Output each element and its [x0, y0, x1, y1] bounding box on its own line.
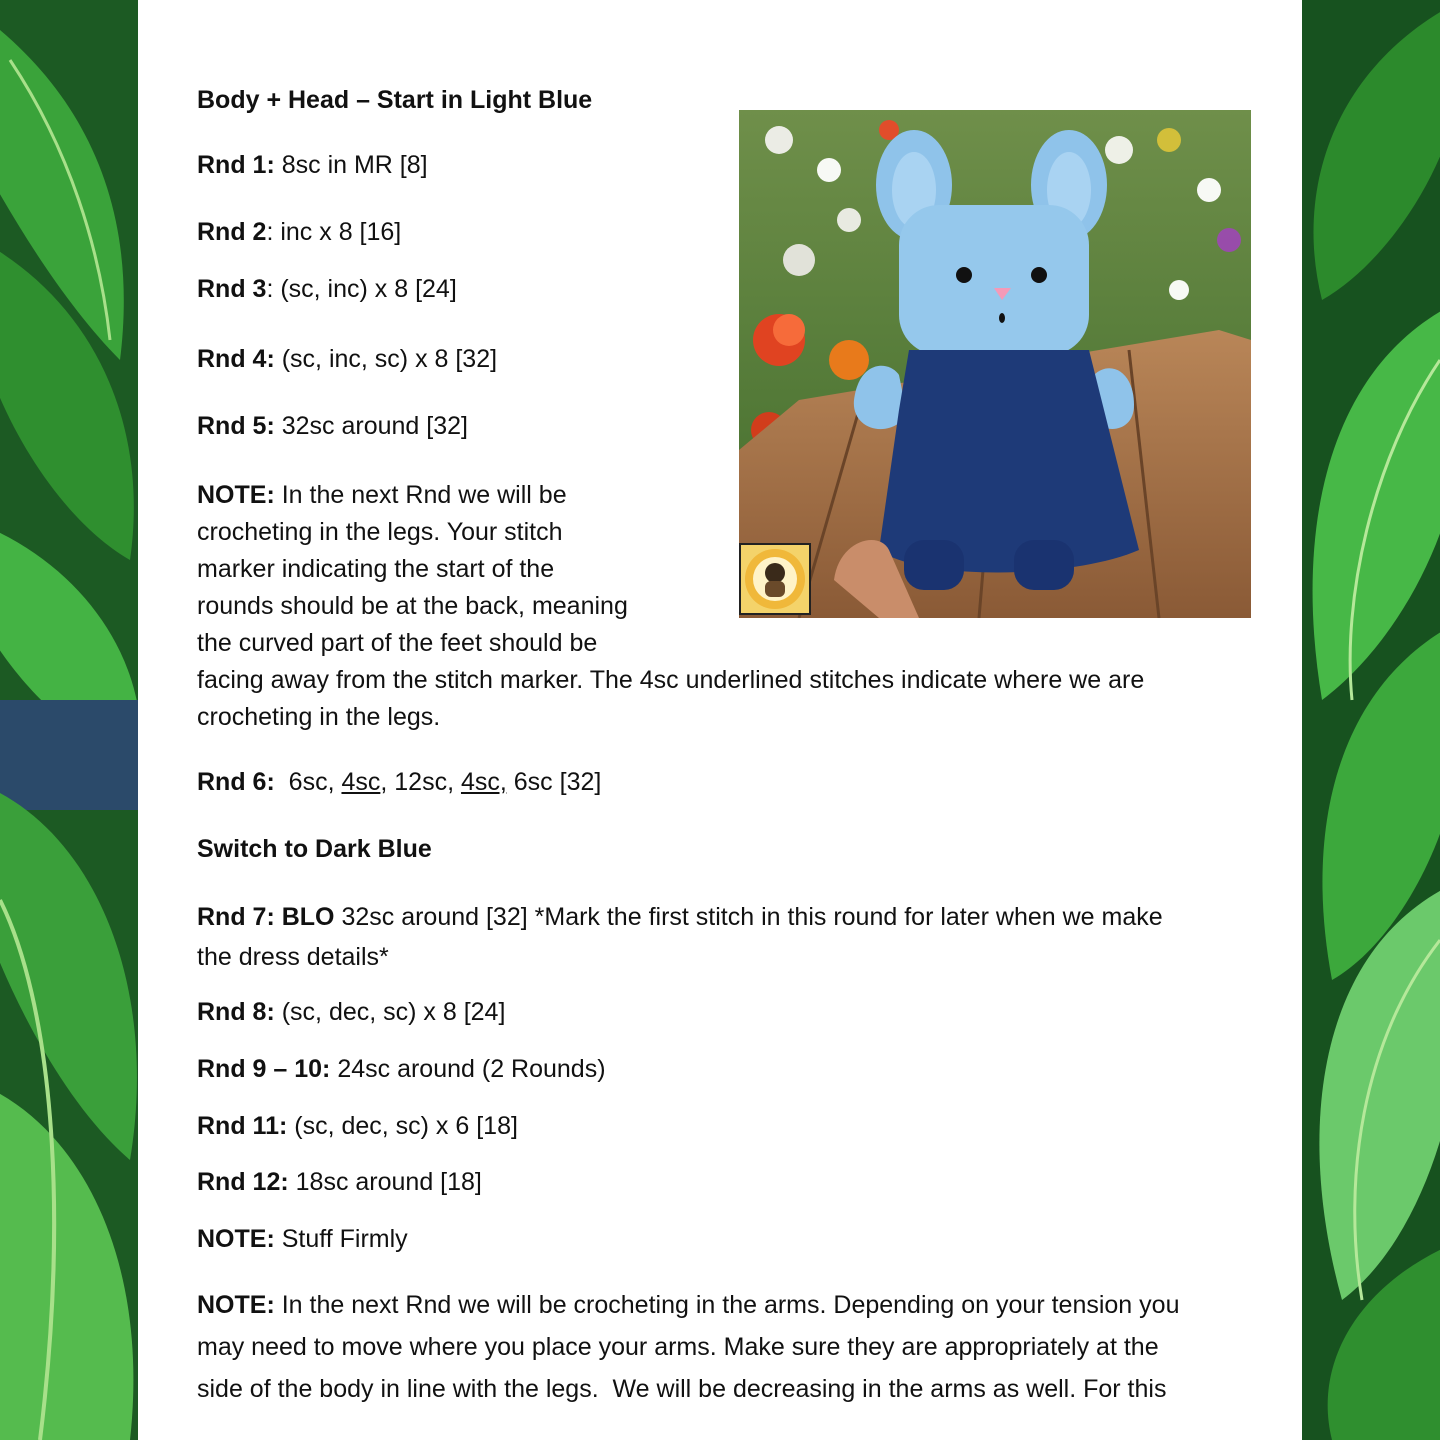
- leaf-background-left: [0, 0, 140, 1440]
- note-stuff: NOTE: Stuff Firmly: [197, 1225, 408, 1253]
- note-legs: NOTE: In the next Rnd we will be crocheting in the legs. Your stitch marker indicating the start of the rounds should be at the back, meaning the curved part of the feet should be facing away from the stitch marker. The 4sc underlined stitches indicate where we are crocheting in the legs.: [197, 481, 1145, 731]
- round-3: Rnd 3: (sc, inc) x 8 [24]: [197, 275, 457, 303]
- round-4: Rnd 4: (sc, inc, sc) x 8 [32]: [197, 345, 498, 373]
- document-page: [138, 0, 1302, 1440]
- note-arms: NOTE: In the next Rnd we will be crocheting in the arms. Depending on your tension you may need to move where you place your arms. Make sure they are appropriately at the side of the body in line with the legs. We will be decreasing in the arms as well. For this: [197, 1291, 1180, 1403]
- round-5: Rnd 5: 32sc around [32]: [197, 412, 468, 440]
- round-1: Rnd 1: 8sc in MR [8]: [197, 151, 428, 179]
- leaf-background-right: [1302, 0, 1440, 1440]
- round-2: Rnd 2: inc x 8 [16]: [197, 218, 402, 246]
- section-heading: Body + Head – Start in Light Blue: [197, 86, 593, 114]
- round-12: Rnd 12: 18sc around [18]: [197, 1168, 482, 1196]
- round-9-10: Rnd 9 – 10: 24sc around (2 Rounds): [197, 1055, 606, 1083]
- switch-color-heading: Switch to Dark Blue: [197, 835, 432, 863]
- round-11: Rnd 11: (sc, dec, sc) x 6 [18]: [197, 1112, 518, 1140]
- round-6: Rnd 6: 6sc, 4sc, 12sc, 4sc, 6sc [32]: [197, 768, 602, 796]
- round-8: Rnd 8: (sc, dec, sc) x 8 [24]: [197, 998, 506, 1026]
- crochet-bunny-photo: [739, 110, 1251, 618]
- round-7: Rnd 7: BLO 32sc around [32] *Mark the first stitch in this round for later when we make the dress details*: [197, 903, 1163, 971]
- author-logo-badge: [739, 543, 811, 615]
